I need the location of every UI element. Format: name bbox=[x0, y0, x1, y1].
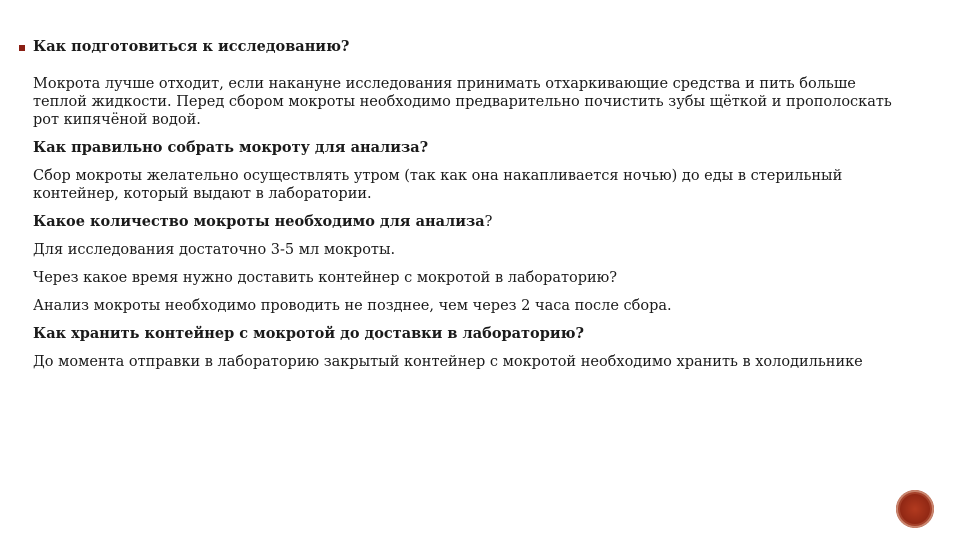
heading-storage: Как хранить контейнер с мокротой до доставки в лабораторию? bbox=[33, 325, 584, 342]
heading-quantity-bold: Какое количество мокроты необходимо для анализа bbox=[33, 213, 485, 230]
page-number-badge bbox=[896, 490, 934, 528]
heading-how-to-collect: Как правильно собрать мокроту для анализа? bbox=[33, 139, 429, 156]
paragraph-delivery-time: Анализ мокроты необходимо проводить не позднее, чем через 2 часа после сбора. bbox=[33, 298, 672, 314]
paragraph-collection: Сбор мокроты желательно осуществлять утром (так как она накапливается ночью) до еды в стерильный контейнер, который выдают в лаборатории. bbox=[33, 168, 843, 202]
bullet-heading: Как подготовиться к исследованию? bbox=[33, 38, 350, 55]
heading-quantity-rest: ? bbox=[484, 214, 493, 230]
paragraph-storage: До момента отправки в лабораторию закрытый контейнер с мокротой необходимо хранить в холодильнике bbox=[33, 354, 863, 370]
square-bullet-icon bbox=[19, 45, 25, 51]
bullet-item bbox=[19, 38, 913, 66]
paragraph-delivery-question: Через какое время нужно доставить контейнер с мокротой в лабораторию? bbox=[33, 270, 618, 286]
paragraph-quantity: Для исследования достаточно 3-5 мл мокроты. bbox=[33, 242, 396, 258]
paragraph-preparation: Мокрота лучше отходит, если накануне исследования принимать отхаркивающие средства и пить больше теплой жидкости. Перед сбором мокроты необходимо предварительно почистить зубы щёткой и прополоскать рот кипячёной водой. bbox=[33, 76, 892, 128]
slide-content bbox=[33, 38, 913, 381]
heading-quantity bbox=[33, 213, 913, 231]
